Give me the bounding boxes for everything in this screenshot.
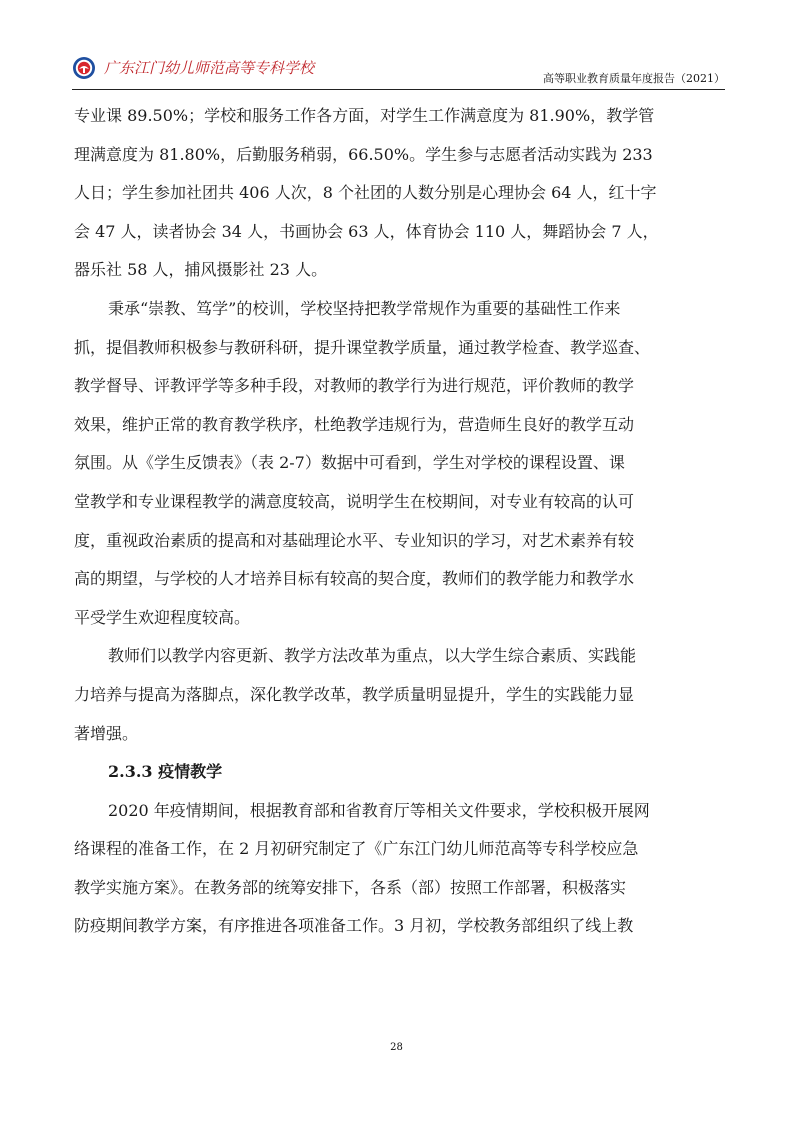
- page-header: [72, 52, 725, 92]
- text-line: 专业课 89.50%；学校和服务工作各方面，对学生工作满意度为 81.90%，教学管: [74, 106, 655, 125]
- school-emblem-icon: [72, 56, 96, 80]
- text-line: 人日；学生参加社团共 406 人次，8 个社团的人数分别是心理协会 64 人，红十字: [74, 183, 657, 203]
- report-title: 高等职业教育质量年度报告（2021）: [543, 72, 725, 85]
- text-line: 教学督导、评教评学等多种手段，对教师的教学行为进行规范，评价教师的教学: [74, 376, 635, 396]
- text-line: 高的期望，与学校的人才培养目标有较高的契合度，教师们的教学能力和教学水: [74, 569, 635, 589]
- school-name: 广东江门幼儿师范高等专科学校: [104, 59, 315, 77]
- text-line: 防疫期间教学方案，有序推进各项准备工作。3 月初，学校教务部组织了线上教: [74, 916, 634, 936]
- text-line: 力培养与提高为落脚点，深化教学改革，教学质量明显提升，学生的实践能力显: [74, 684, 635, 704]
- text-line: 络课程的准备工作，在 2 月初研究制定了《广东江门幼儿师范高等专科学校应急: [74, 839, 639, 859]
- paragraph-4: [74, 792, 726, 946]
- document-body: [74, 97, 726, 946]
- paragraph-2: [74, 290, 726, 637]
- text-line: 器乐社 58 人，捕风摄影社 23 人。: [74, 260, 328, 280]
- text-line: 效果，维护正常的教育教学秩序，杜绝教学违规行为，营造师生良好的教学互动: [74, 414, 635, 434]
- text-line: 堂教学和专业课程教学的满意度较高，说明学生在校期间，对专业有较高的认可: [74, 491, 635, 511]
- page-number: 28: [390, 1042, 403, 1053]
- text-line: 氛围。从《学生反馈表》（表 2-7）数据中可看到，学生对学校的课程设置、课: [74, 453, 625, 473]
- text-line: 度，重视政治素质的提高和对基础理论水平、专业知识的学习，对艺术素养有较: [74, 530, 635, 550]
- section-heading: 2.3.3 疫情教学: [108, 762, 223, 782]
- text-line: 教师们以教学内容更新、教学方法改革为重点，以大学生综合素质、实践能: [108, 646, 637, 666]
- text-line: 秉承“崇教、笃学”的校训，学校坚持把教学常规作为重要的基础性工作来: [108, 298, 621, 318]
- text-line: 抓，提倡教师积极参与教研科研，提升课堂教学质量，通过教学检查、教学巡查、: [74, 337, 651, 357]
- text-line: 2020 年疫情期间，根据教育部和省教育厅等相关文件要求，学校积极开展网: [108, 800, 650, 820]
- text-line: 会 47 人，读者协会 34 人，书画协会 63 人，体育协会 110 人，舞蹈协会 7 人，: [74, 221, 659, 241]
- text-line: 理满意度为 81.80%，后勤服务稍弱，66.50%。学生参与志愿者活动实践为 233: [74, 144, 653, 164]
- text-line: 平受学生欢迎程度较高。: [74, 607, 251, 627]
- text-line: 著增强。: [74, 723, 139, 743]
- header-rule: [72, 89, 725, 90]
- text-line: 教学实施方案》。在教务部的统筹安排下，各系（部）按照工作部署，积极落实: [74, 877, 627, 897]
- paragraph-1: [74, 97, 726, 290]
- paragraph-3: [74, 637, 726, 753]
